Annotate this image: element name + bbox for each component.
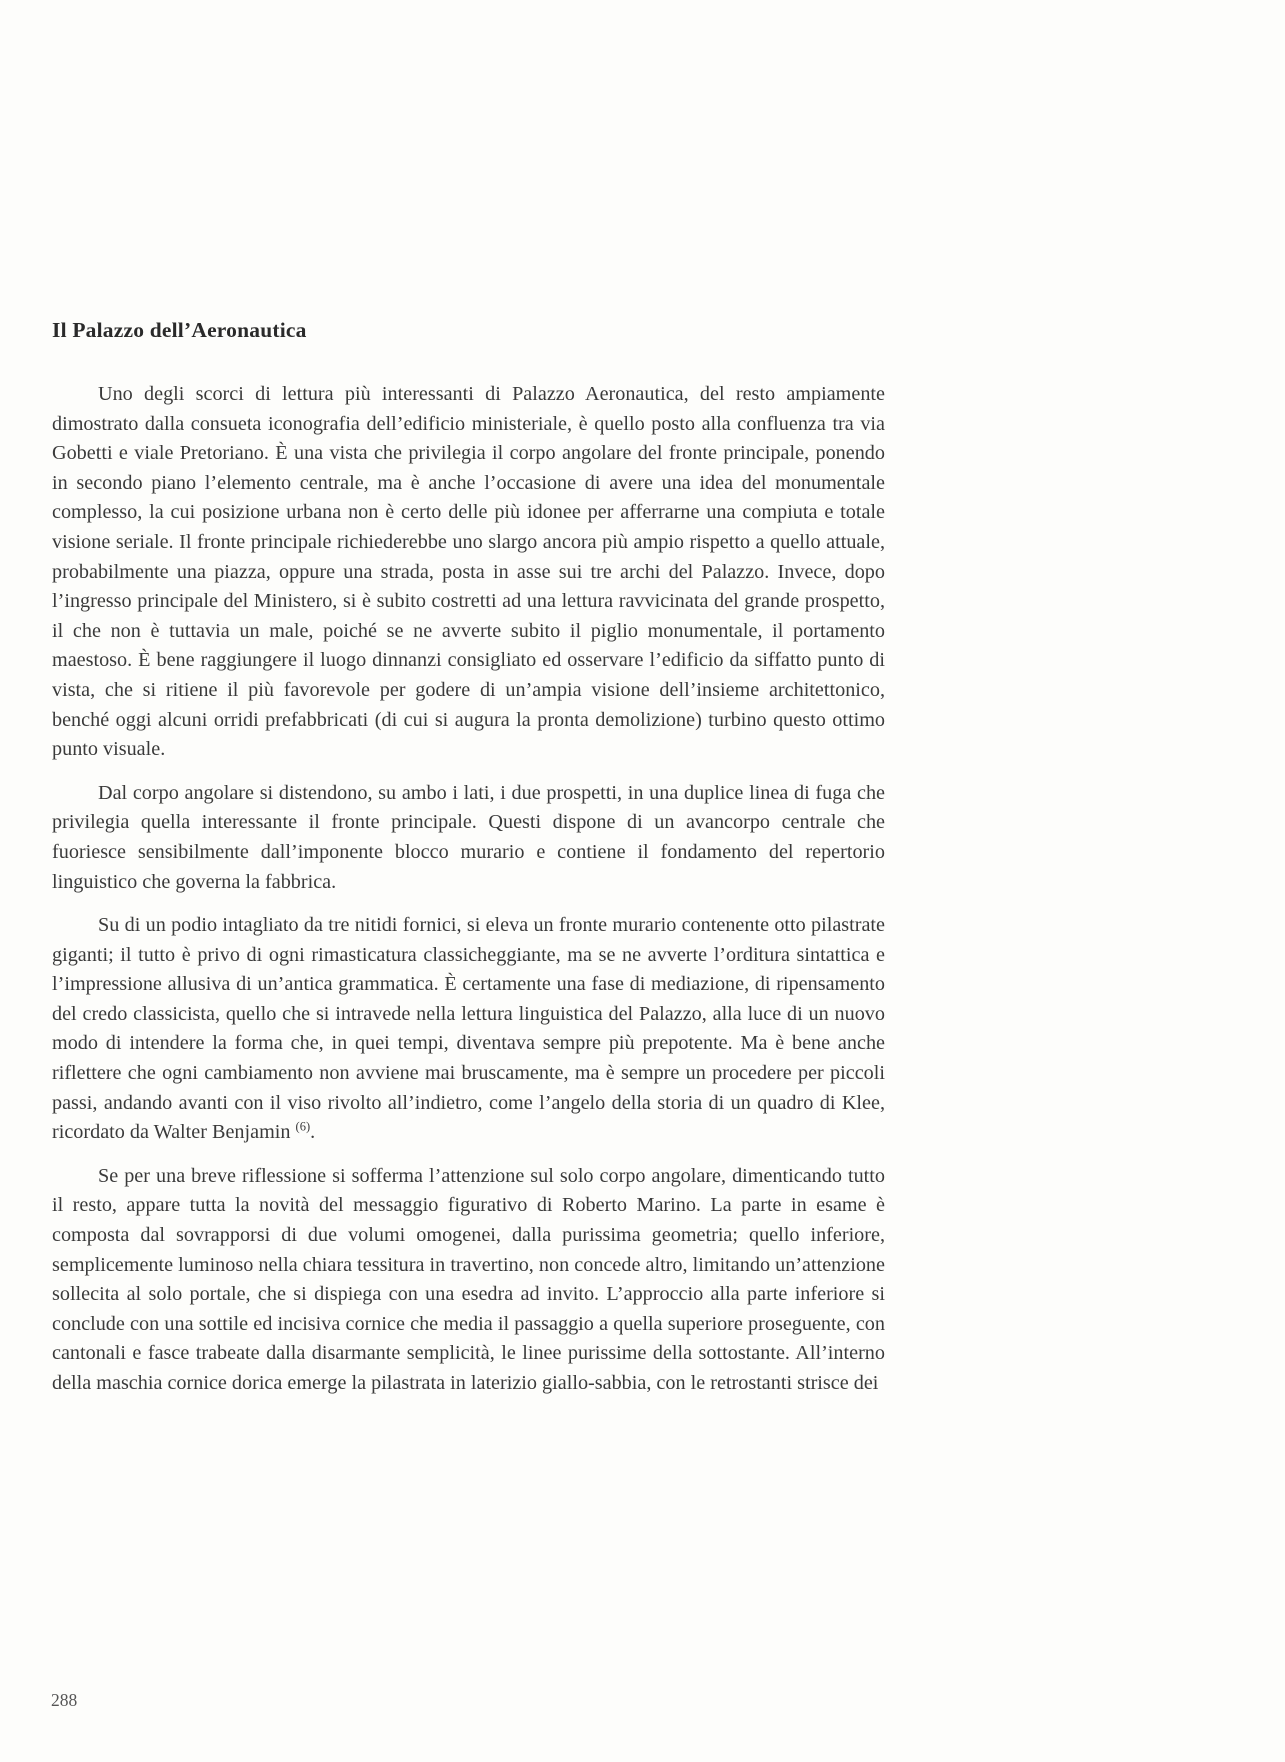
paragraph-3-text: Su di un podio intagliato da tre nitidi fornici, si eleva un fronte murario contenente otto pilastrate giganti; il tutto è privo di ogni rimasticatura classicheggiante, ma se ne avverte l’orditura sintattica e l’impressione allusiva di un’antica grammatica. È certamente una fase di mediazione, di ripensamento del credo classicista, quello che si intravede nella lettura linguistica del Palazzo, alla luce di un nuovo modo di intendere la forma che, in quei tempi, diventava sempre più prepotente. Ma è bene anche riflettere che ogni cambiamento non avviene mai bruscamente, ma è sempre un procedere per piccoli passi, andando avanti con il viso rivolto all’indietro, come l’angelo della storia di un quadro di Klee, ricordato da Walter Benjamin xyxy=(52,914,885,1144)
footnote-reference[interactable]: (6) xyxy=(295,1119,311,1134)
paragraph-4: Se per una breve riflessione si sofferma l’attenzione sul solo corpo angolare, dimenticando tutto il resto, appare tutta la novità del messaggio figurativo di Roberto Marino. La parte in esame è composta dal sovrapporsi di due volumi omogenei, dalla purissima geometria; quello inferiore, semplicemente luminoso nella chiara tessitura in travertino, non concede altro, limitando un’attenzione sollecita al solo portale, che si dispiega con una esedra ad invito. L’approccio alla parte inferiore si conclude con una sottile ed incisiva cornice che media il passaggio a quella superiore proseguente, con cantonali e fasce trabeate dalla disarmante semplicità, le linee purissime della sottostante. All’interno della maschia cornice dorica emerge la pilastrata in laterizio giallo-sabbia, con le retrostanti strisce dei xyxy=(52,1164,885,1394)
section-heading: Il Palazzo dell’Aeronautica xyxy=(52,318,307,342)
paragraph-1: Uno degli scorci di lettura più interessanti di Palazzo Aeronautica, del resto ampiamente dimostrato dalla consueta iconografia dell’edificio ministeriale, è quello posto alla confluenza tra via Gobetti e viale Pretoriano. È una vista che privilegia il corpo angolare del fronte principale, ponendo in secondo piano l’elemento centrale, ma è anche l’occasione di avere una idea del monumentale complesso, la cui posizione urbana non è certo delle più idonee per afferrarne una compiuta e totale visione seriale. Il fronte principale richiederebbe uno slargo ancora più ampio rispetto a quello attuale, probabilmente una piazza, oppure una strada, posta in asse sui tre archi del Palazzo. Invece, dopo l’ingresso principale del Ministero, si è subito costretti ad una lettura ravvicinata del grande prospetto, il che non è tuttavia un male, poiché se ne avverte subito il piglio monumentale, il portamento maestoso. È bene raggiungere il luogo dinnanzi consigliato ed osservare l’edificio da siffatto punto di vista, che si ritiene il più favorevole per godere di un’ampia visione dell’insieme architettonico, benché oggi alcuni orridi prefabbricati (di cui si augura la pronta demolizione) turbino questo ottimo punto visuale. xyxy=(52,383,885,761)
page-number: 288 xyxy=(51,1690,78,1710)
paragraph-3-end: . xyxy=(310,1121,316,1144)
body-text xyxy=(52,380,885,1413)
paragraph-2: Dal corpo angolare si distendono, su ambo i lati, i due prospetti, in una duplice linea di fuga che privilegia quella interessante il fronte principale. Questi dispone di un avancorpo centrale che fuoriesce sensibilmente dall’imponente blocco murario e contiene il fondamento del repertorio linguistico che governa la fabbrica. xyxy=(52,781,885,893)
paragraph-3 xyxy=(52,911,885,1148)
